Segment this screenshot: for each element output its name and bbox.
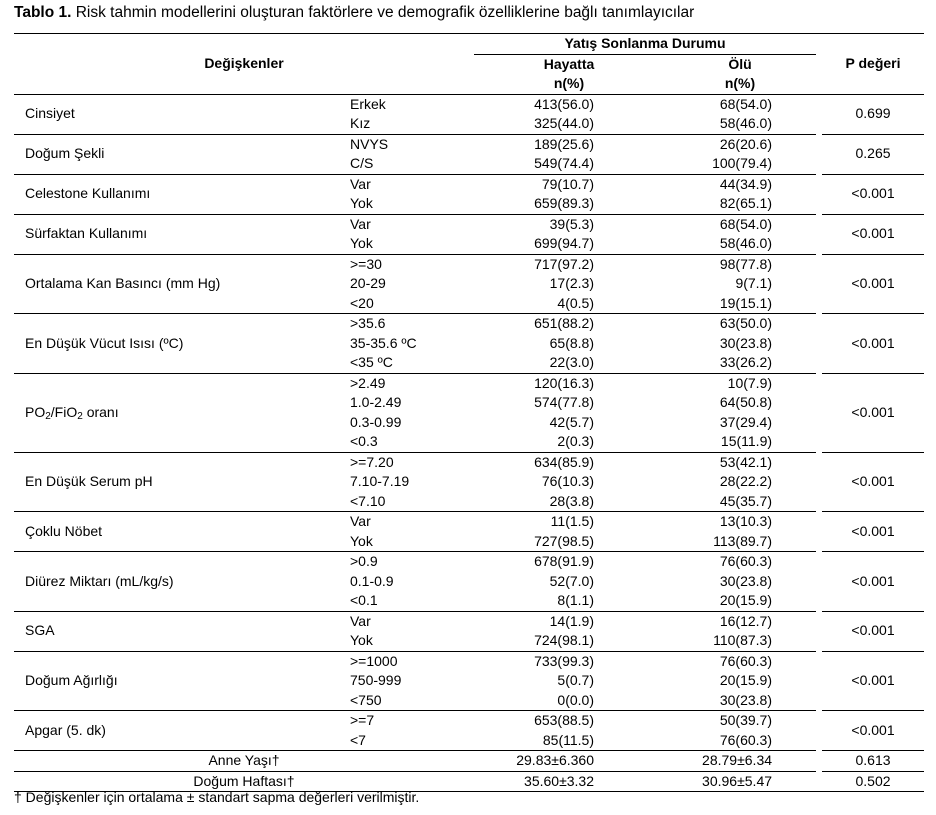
dead-mean: 30.96±5.47 [664, 771, 816, 792]
alive-count: 727(98.5) [474, 532, 664, 552]
dead-count: 37(29.4) [719, 413, 773, 430]
p-value: <0.001 [822, 254, 924, 314]
dead-count: 68(54.0) [719, 215, 773, 232]
category-label: >=7.20 [350, 453, 394, 470]
table-row [14, 711, 924, 731]
category-label: Yok [350, 532, 474, 552]
dead-count: 53(42.1) [719, 453, 773, 470]
category-label: >=30 [350, 255, 382, 272]
dead-count: 9(7.1) [735, 275, 773, 291]
alive-count: 717(97.2) [534, 255, 594, 272]
category-label: 20-29 [350, 275, 386, 291]
dead-count: 13(10.3) [719, 513, 773, 529]
dead-count: 58(46.0) [664, 234, 816, 254]
category-label: >=1000 [350, 652, 398, 669]
dead-count: 63(50.0) [719, 315, 773, 331]
category-label: >=7 [350, 712, 375, 728]
variable-name: En Düşük Serum pH [14, 452, 350, 512]
table-row [14, 611, 924, 631]
dead-count: 68(54.0) [719, 95, 773, 112]
variable-name: SGA [14, 611, 350, 651]
variable-name-part: /FiO [50, 403, 78, 420]
header-alive-unit: n(%) [474, 74, 664, 94]
header-alive: Hayatta [543, 55, 595, 72]
alive-count: 653(88.5) [534, 712, 594, 728]
dead-mean: 28.79±6.34 [664, 751, 816, 772]
alive-count: 724(98.1) [474, 631, 664, 651]
header-dead-unit: n(%) [664, 74, 816, 94]
alive-count: 39(5.3) [549, 215, 594, 232]
category-label: >2.49 [350, 374, 386, 391]
p-value: <0.001 [822, 512, 924, 552]
dead-count: 76(60.3) [664, 731, 816, 751]
alive-count: 17(2.3) [549, 275, 594, 291]
alive-count: 413(56.0) [534, 95, 594, 112]
category-label: <0.1 [350, 591, 474, 611]
alive-count: 678(91.9) [534, 553, 594, 569]
header-p-value: P değeri [822, 34, 924, 95]
p-value: <0.001 [822, 452, 924, 512]
category-label: >0.9 [350, 553, 378, 569]
dead-count: 30(23.8) [664, 691, 816, 711]
p-value: <0.001 [822, 651, 924, 711]
alive-count: 76(10.3) [541, 473, 594, 489]
table-row [14, 452, 924, 472]
variable-name: Apgar (5. dk) [14, 711, 350, 751]
dead-count: 50(39.7) [719, 712, 773, 728]
variable-name [14, 373, 350, 452]
dead-count: 30(23.8) [719, 572, 773, 589]
category-label: Var [350, 175, 371, 192]
dead-count: 58(46.0) [664, 114, 816, 134]
alive-count: 325(44.0) [474, 114, 664, 134]
alive-count: 14(1.9) [549, 612, 594, 629]
alive-count: 733(99.3) [534, 652, 594, 669]
dead-count: 33(26.2) [664, 353, 816, 373]
table-row [14, 254, 924, 274]
dead-count: 16(12.7) [719, 612, 773, 629]
alive-count: 120(16.3) [534, 374, 594, 391]
dead-count: 82(65.1) [664, 194, 816, 214]
subscript: 2 [45, 410, 51, 422]
alive-count: 659(89.3) [474, 194, 664, 214]
dead-count: 45(35.7) [664, 492, 816, 512]
table-row [14, 174, 924, 194]
alive-count: 5(0.7) [557, 672, 594, 688]
dead-count: 26(20.6) [719, 135, 773, 152]
p-value: 0.502 [822, 771, 924, 792]
category-label: 7.10-7.19 [350, 473, 410, 489]
category-label: 0.1-0.9 [350, 572, 394, 589]
p-value: 0.699 [822, 94, 924, 134]
category-label: Yok [350, 194, 474, 214]
variable-name: Çoklu Nöbet [14, 512, 350, 552]
variable-name: Diürez Miktarı (mL/kg/s) [14, 552, 350, 612]
table-row [14, 134, 924, 154]
alive-count: 11(1.5) [550, 513, 594, 529]
category-label: Kız [350, 114, 474, 134]
variable-name: Doğum Ağırlığı [14, 651, 350, 711]
table-title: Risk tahmin modellerini oluşturan faktörlere ve demografik özelliklerine bağlı tanımlayıcılar [75, 4, 695, 21]
alive-count: 28(3.8) [474, 492, 664, 512]
risk-factor-table [14, 33, 924, 792]
dead-count: 20(15.9) [664, 591, 816, 611]
alive-count: 0(0.0) [474, 691, 664, 711]
alive-count: 574(77.8) [534, 394, 594, 410]
alive-mean: 35.60±3.32 [474, 771, 664, 792]
category-label: 750-999 [350, 672, 402, 688]
table-row [14, 552, 924, 572]
summary-label: Anne Yaşı† [14, 751, 474, 772]
summary-row [14, 751, 924, 772]
dead-count: 64(50.8) [719, 394, 773, 410]
p-value: 0.613 [822, 751, 924, 772]
table-row [14, 373, 924, 393]
category-label: <7 [350, 731, 474, 751]
category-label: <750 [350, 691, 474, 711]
alive-count: 4(0.5) [474, 294, 664, 314]
dead-count: 20(15.9) [719, 672, 773, 688]
alive-count: 85(11.5) [474, 731, 664, 751]
category-label: <35 ºC [350, 353, 474, 373]
dead-count: 44(34.9) [719, 175, 773, 192]
p-value: <0.001 [822, 373, 924, 452]
alive-count: 549(74.4) [474, 154, 664, 174]
p-value: 0.265 [822, 134, 924, 174]
header-dead: Ölü [728, 55, 752, 72]
alive-count: 42(5.7) [549, 413, 594, 430]
p-value: <0.001 [822, 174, 924, 214]
dead-count: 19(15.1) [664, 294, 816, 314]
alive-count: 634(85.9) [534, 453, 594, 470]
category-label: 0.3-0.99 [350, 413, 402, 430]
variable-name: Ortalama Kan Basıncı (mm Hg) [14, 254, 350, 314]
category-label: Yok [350, 631, 474, 651]
category-label: Erkek [350, 95, 386, 112]
subscript: 2 [77, 410, 83, 422]
category-label: NVYS [350, 135, 389, 152]
variable-name: Celestone Kullanımı [14, 174, 350, 214]
dead-count: 28(22.2) [719, 473, 773, 489]
dead-count: 76(60.3) [719, 553, 773, 569]
table-caption [14, 4, 694, 22]
category-label: Yok [350, 234, 474, 254]
variable-name: Sürfaktan Kullanımı [14, 214, 350, 254]
p-value: <0.001 [822, 314, 924, 374]
p-value: <0.001 [822, 711, 924, 751]
alive-count: 651(88.2) [534, 315, 594, 331]
table-row [14, 651, 924, 671]
alive-count: 79(10.7) [541, 175, 594, 192]
table-row [14, 94, 924, 114]
category-label: >35.6 [350, 315, 386, 331]
category-label: 1.0-2.49 [350, 394, 402, 410]
dead-count: 110(87.3) [664, 631, 816, 651]
p-value: <0.001 [822, 611, 924, 651]
variable-name: Cinsiyet [14, 94, 350, 134]
alive-count: 189(25.6) [534, 135, 594, 152]
table-row [14, 314, 924, 334]
category-label: Var [350, 215, 371, 232]
category-label: C/S [350, 154, 474, 174]
header-row-1 [14, 34, 924, 55]
alive-count: 2(0.3) [474, 432, 664, 452]
dead-count: 15(11.9) [664, 432, 816, 452]
table-label: Tablo 1. [14, 4, 72, 21]
variable-name: En Düşük Vücut Isısı (ºC) [14, 314, 350, 374]
variable-name-part: oranı [82, 403, 119, 420]
footnote: † Değişkenler için ortalama ± standart sapma değerleri verilmiştir. [14, 789, 420, 805]
p-value: <0.001 [822, 214, 924, 254]
header-outcome-group: Yatış Sonlanma Durumu [474, 34, 816, 55]
category-label: Var [350, 513, 371, 529]
dead-count: 100(79.4) [664, 154, 816, 174]
dead-count: 76(60.3) [719, 652, 773, 669]
dead-count: 98(77.8) [719, 255, 773, 272]
alive-count: 22(3.0) [474, 353, 664, 373]
header-variables: Değişkenler [14, 34, 474, 95]
dead-count: 10(7.9) [727, 374, 773, 391]
category-label: <0.3 [350, 432, 474, 452]
alive-count: 65(8.8) [549, 334, 594, 351]
category-label: 35-35.6 ºC [350, 334, 417, 351]
category-label: <7.10 [350, 492, 474, 512]
category-label: Var [350, 612, 371, 629]
dead-count: 30(23.8) [719, 334, 773, 351]
alive-count: 8(1.1) [474, 591, 664, 611]
table-row [14, 512, 924, 532]
dead-count: 113(89.7) [664, 532, 816, 552]
alive-count: 52(7.0) [549, 572, 594, 589]
p-value: <0.001 [822, 552, 924, 612]
alive-mean: 29.83±6.360 [474, 751, 664, 772]
variable-name: Doğum Şekli [14, 134, 350, 174]
category-label: <20 [350, 294, 474, 314]
table-row [14, 214, 924, 234]
alive-count: 699(94.7) [474, 234, 664, 254]
summary-label: Doğum Haftası† [14, 771, 474, 792]
variable-name-part: PO [25, 403, 46, 420]
